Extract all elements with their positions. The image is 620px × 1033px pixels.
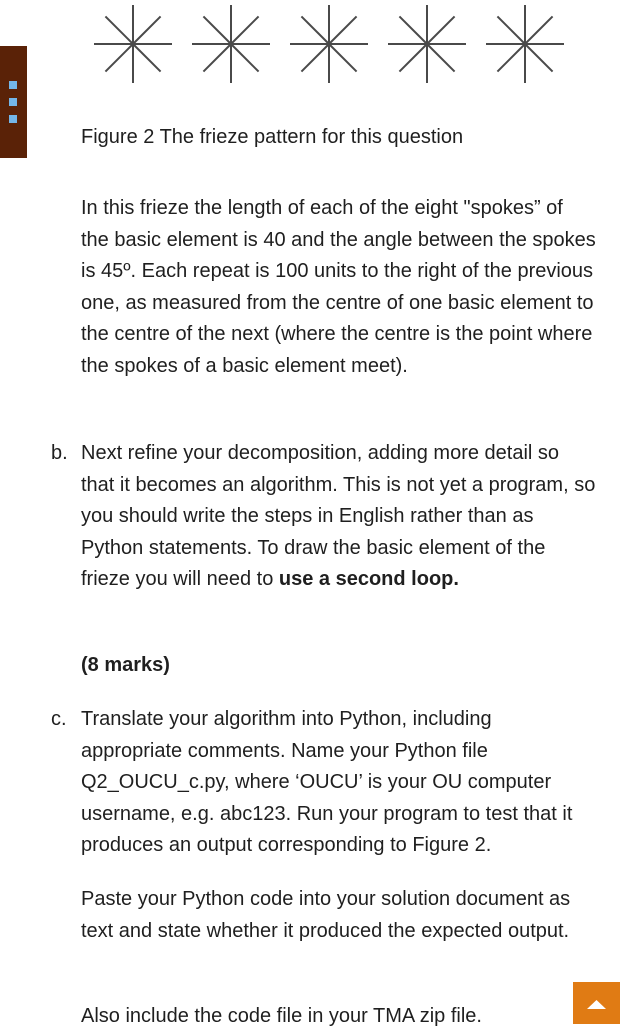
frieze-spoke: [399, 16, 427, 44]
paste-paragraph: Paste your Python code into your solution document as text and state whether it produced the expected output.: [81, 888, 571, 942]
frieze-drawing: [0, 0, 620, 90]
scroll-to-top-button[interactable]: [573, 982, 620, 1024]
part-c-marker: c.: [51, 708, 67, 730]
frieze-figure: [0, 0, 620, 90]
frieze-element: [486, 5, 564, 83]
frieze-element: [290, 5, 368, 83]
frieze-spoke: [497, 16, 525, 44]
frieze-spoke: [105, 44, 133, 72]
figure-caption: Figure 2 The frieze pattern for this question: [81, 126, 464, 148]
part-b-marker: b.: [51, 442, 68, 464]
frieze-element: [192, 5, 270, 83]
frieze-spoke: [301, 44, 329, 72]
frieze-spoke: [133, 44, 161, 72]
frieze-spoke: [301, 16, 329, 44]
frieze-spoke: [329, 44, 357, 72]
frieze-element: [388, 5, 466, 83]
frieze-spoke: [133, 16, 161, 44]
frieze-spoke: [203, 44, 231, 72]
intro-paragraph: In this frieze the length of each of the eight "spokes” of the basic element is 40 and the angle between the spokes is 45º. Each repeat is 100 units to the right of the previous one, as measured from the centre of one basic element to the centre of the next (where the centre is the point where the spokes of a basic element meet).: [81, 197, 596, 377]
side-menu-tab[interactable]: [0, 46, 27, 158]
frieze-spoke: [329, 16, 357, 44]
part-b-paragraph: [81, 438, 596, 596]
frieze-spoke: [105, 16, 133, 44]
frieze-element: [94, 5, 172, 83]
part-b-text: Next refine your decomposition, adding more detail so that it becomes an algorithm. This is not yet a program, so you should write the steps in English rather than as Python statements. To draw the basic element of the frieze you will need to: [81, 442, 596, 591]
part-b-marks: (8 marks): [81, 654, 170, 676]
frieze-spoke: [525, 44, 553, 72]
frieze-spoke: [231, 44, 259, 72]
frieze-spoke: [525, 16, 553, 44]
part-c-paragraph: Translate your algorithm into Python, including appropriate comments. Name your Python file Q2_OUCU_c.py, where ‘OUCU’ is your OU computer username, e.g. abc123. Run your program to test that it produces an output corresponding to Figure 2.: [81, 708, 573, 857]
frieze-spoke: [203, 16, 231, 44]
frieze-spoke: [427, 16, 455, 44]
frieze-spoke: [427, 44, 455, 72]
part-b-bold-text: use a second loop.: [278, 568, 459, 591]
frieze-spoke: [399, 44, 427, 72]
frieze-spoke: [231, 16, 259, 44]
arrow-up-icon[interactable]: [573, 982, 620, 1024]
include-paragraph: Also include the code file in your TMA zip file.: [81, 1005, 482, 1027]
frieze-spoke: [497, 44, 525, 72]
